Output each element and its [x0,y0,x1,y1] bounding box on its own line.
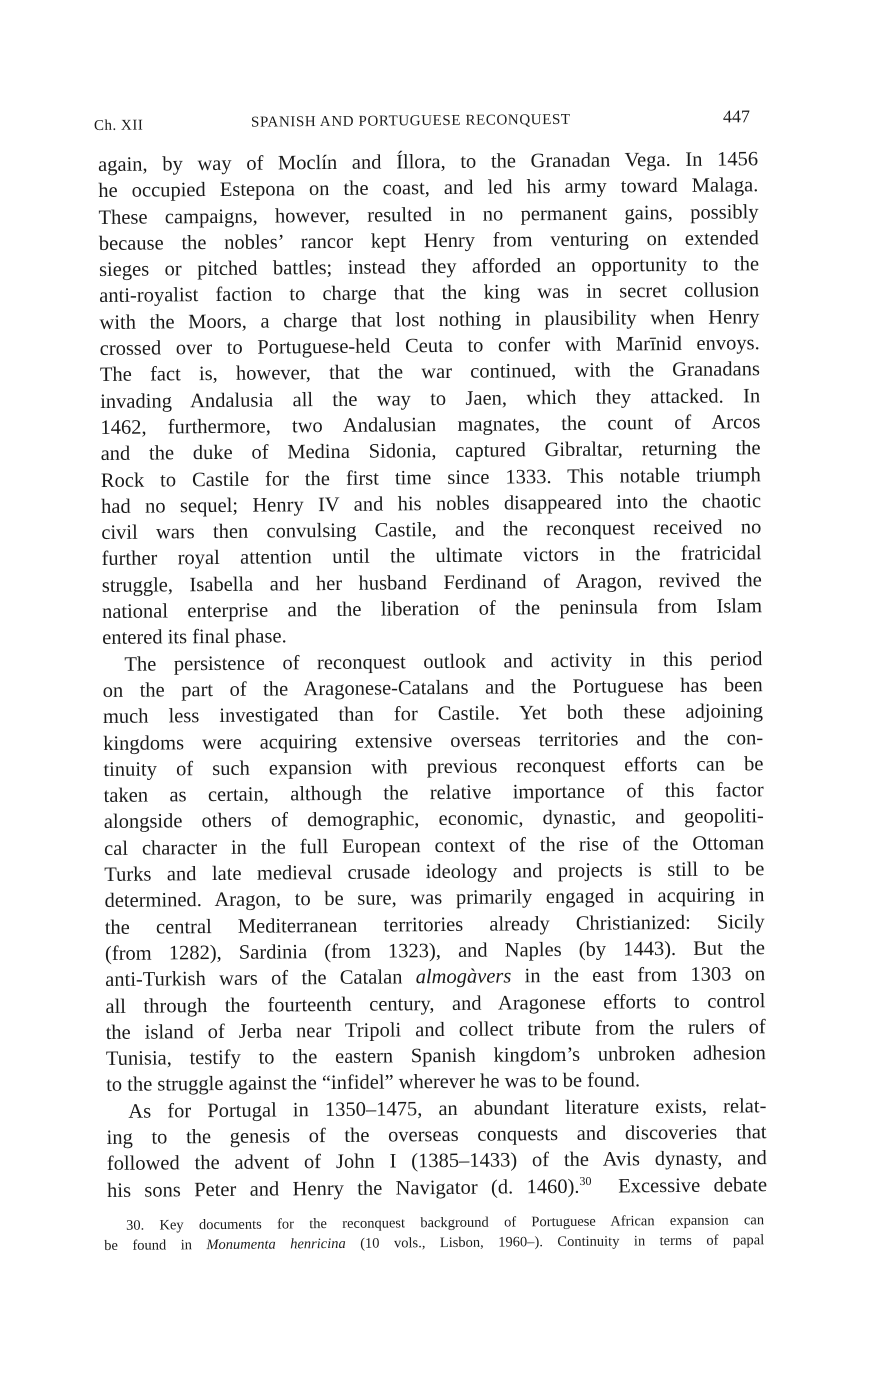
text-line: because the nobles’ rancor kept Henry from venturing on extended [98,227,759,255]
text-line: anti-royalist faction to charge that the king was in secret collusion [99,279,760,308]
footnote-block [104,1210,764,1256]
italic-term: almogàvers [415,965,512,989]
text-line: civil wars then convulsing Castile, and the reconquest received no [101,516,762,545]
text-line: entered its final phase. [102,625,287,650]
text-line: Rock to Castile for the first time since 1333. This notable triumph [100,463,761,492]
text-line: to the struggle against the “infidel” wherever he was to be found. [106,1069,641,1097]
text-line: further royal attention until the ultimate victors in the fratricidal [101,542,762,571]
text-line: ing to the genesis of the overseas conquests and discoveries that [106,1121,767,1149]
text-line: crossed over to Portuguese-held Ceuta to confer with Marīnid envoys. [99,332,760,361]
text-line: Tunisia, testify to the eastern Spanish kingdom’s unbroken adhesion [105,1042,766,1071]
text-run: (10 vols., Lisbon, 1960–). Continuity in terms of papal [345,1232,765,1252]
text-line: The persistence of reconquest outlook and activity in this period [124,647,763,676]
text-line: invading Andalusia all the way to Jaen, which they attacked. In [100,384,761,413]
text-line: As for Portugal in 1350–1475, an abundant literature exists, relat- [128,1094,767,1123]
running-title: SPANISH AND PORTUGUESE RECONQUEST [250,111,571,131]
text-run: his sons Peter and Henry the Navigator (d. 1460). [106,1175,580,1202]
text-line: 1462, furthermore, two Andalusian magnates, the count of Arcos [100,411,761,439]
text-line: taken as certain, although the relative importance of this factor [103,779,764,808]
text-line: followed the advent of John I (1385–1433) of the Avis dynasty, and [106,1147,767,1176]
text-line: again, by way of Moclín and Íllora, to the Granadan Vega. In 1456 [98,148,759,176]
text-line: with the Moors, a charge that lost nothing in plausibility when Henry [99,306,760,334]
footnote-line: 30. Key documents for the reconquest background of Portuguese African expansion can [126,1212,765,1234]
text-line: had no sequel; Henry IV and his nobles disappeared into the chaotic [101,490,762,518]
text-line: determined. Aragon, to be sure, was primarily engaged in acquiring in [104,884,765,913]
text-line: national enterprise and the liberation of the peninsula from Islam [101,595,763,624]
text-line: alongside others of demographic, economic, dynastic, and geopoliti- [103,805,764,834]
text-line: Turks and late medieval crusade ideology and projects is still to be [104,858,765,886]
text-line: kingdoms were acquiring extensive overseas territories and the con- [103,726,764,755]
text-line: and the duke of Medina Sidonia, captured Gibraltar, returning the [100,437,761,466]
text-line: tinuity of such expansion with previous reconquest efforts can be [103,753,764,781]
text-run: in the east from 1303 on [511,963,766,988]
text-line-with-footnote [107,1172,767,1204]
text-line: The fact is, however, that the war continued, with the Granadans [99,358,761,387]
text-line: all through the fourteenth century, and Aragonese efforts to control [105,989,766,1018]
text-line: on the part of the Aragonese-Catalans and the Portuguese has been [102,674,763,702]
text-run: anti-Turkish wars of the Catalan [105,966,416,992]
text-line: These campaigns, however, resulted in no permanent gains, possibly [98,200,759,229]
text-line: the island of Jerba near Tripoli and collect tribute from the rulers of [105,1016,766,1044]
text-line: cal character in the full European context of the rise of the Ottoman [103,831,765,860]
italic-title: Monumenta henricina [206,1235,346,1254]
text-line: much less investigated than for Castile. Yet both these adjoining [102,700,764,729]
page-number: 447 [722,106,751,127]
main-text [98,146,767,1204]
text-run: Excessive debate [591,1173,768,1198]
text-line: the central Mediterranean territories already Christianized: Sicily [104,910,765,939]
text-run: be found in [104,1237,207,1254]
text-line: (from 1282), Sardinia (from 1323), and Naples (by 1443). But the [104,937,766,965]
running-header [94,106,756,136]
chapter-label: Ch. XII [93,117,144,134]
text-line: he occupied Estepona on the coast, and led his army toward Malaga. [98,174,759,203]
text-line: sieges or pitched battles; instead they afforded an opportunity to the [98,253,760,282]
footnote-reference[interactable]: 30 [579,1173,592,1188]
text-line: struggle, Isabella and her husband Ferdinand of Aragon, revived the [101,568,762,597]
